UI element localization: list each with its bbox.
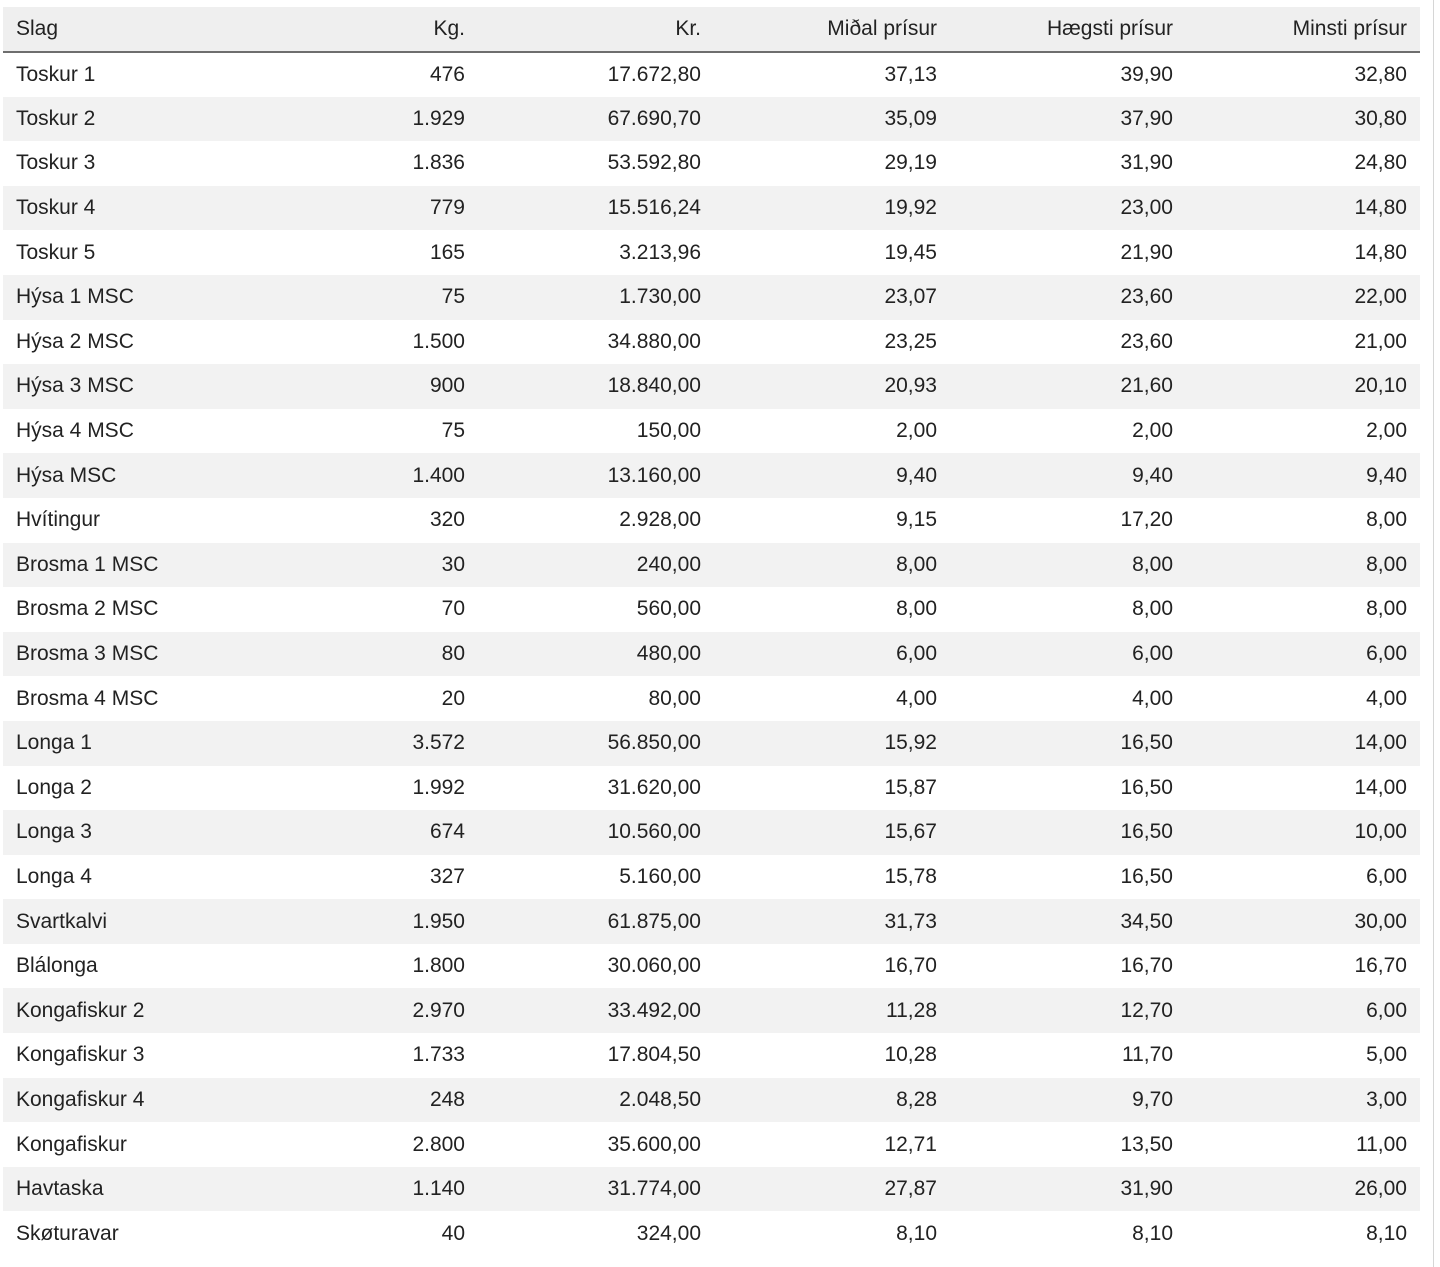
header-kr: Kr.	[478, 7, 714, 52]
average-price-cell: 15,92	[884, 731, 937, 755]
lowest-price-cell: 8,00	[1366, 597, 1407, 621]
kr-cell: 2.048,50	[619, 1087, 701, 1111]
table-row	[3, 1211, 1420, 1256]
kr-cell: 3.213,96	[619, 240, 701, 264]
table-row	[3, 587, 1420, 632]
kg-cell: 1.500	[412, 329, 465, 353]
kr-cell: 35.600,00	[607, 1132, 701, 1156]
kg-cell: 30	[441, 552, 465, 576]
average-price-cell: 8,10	[896, 1221, 937, 1245]
kr-cell: 80,00	[648, 686, 701, 710]
kr-cell: 560,00	[636, 597, 701, 621]
price-table-container	[3, 7, 1420, 1256]
kr-cell: 18.840,00	[607, 374, 701, 398]
kr-cell: 324,00	[636, 1221, 701, 1245]
kr-cell: 17.804,50	[607, 1043, 701, 1067]
average-price-cell: 23,25	[884, 329, 937, 353]
kg-cell: 2.970	[412, 998, 465, 1022]
species-cell: Hýsa 2 MSC	[16, 329, 134, 353]
species-cell: Hýsa 4 MSC	[16, 419, 134, 443]
species-cell: Longa 2	[16, 775, 92, 799]
table-row	[3, 453, 1420, 498]
table-row	[3, 186, 1420, 231]
kg-cell: 1.140	[412, 1177, 465, 1201]
table-row	[3, 1122, 1420, 1167]
kr-cell: 15.516,24	[607, 196, 701, 220]
kg-cell: 1.950	[412, 909, 465, 933]
kr-cell: 67.690,70	[607, 106, 701, 130]
kg-cell: 75	[441, 419, 465, 443]
average-price-cell: 9,40	[896, 463, 937, 487]
kg-cell: 40	[441, 1221, 465, 1245]
highest-price-cell: 16,70	[1120, 954, 1173, 978]
species-cell: Skøturavar	[16, 1221, 119, 1245]
species-cell: Brosma 3 MSC	[16, 642, 159, 666]
kr-cell: 1.730,00	[619, 285, 701, 309]
kr-cell: 31.774,00	[607, 1177, 701, 1201]
price-table	[3, 7, 1420, 1256]
table-row	[3, 766, 1420, 811]
highest-price-cell: 16,50	[1120, 820, 1173, 844]
highest-price-cell: 6,00	[1132, 642, 1173, 666]
kg-cell: 3.572	[412, 731, 465, 755]
lowest-price-cell: 22,00	[1354, 285, 1407, 309]
species-cell: Toskur 5	[16, 240, 96, 264]
species-cell: Toskur 3	[16, 151, 96, 175]
kg-cell: 476	[429, 62, 465, 86]
table-row	[3, 632, 1420, 677]
lowest-price-cell: 20,10	[1354, 374, 1407, 398]
table-row	[3, 676, 1420, 721]
table-row	[3, 1033, 1420, 1078]
species-cell: Hvítingur	[16, 508, 101, 532]
table-row	[3, 855, 1420, 900]
table-row	[3, 988, 1420, 1033]
average-price-cell: 20,93	[884, 374, 937, 398]
species-cell: Blálonga	[16, 954, 98, 978]
lowest-price-cell: 8,00	[1366, 552, 1407, 576]
average-price-cell: 15,78	[884, 864, 937, 888]
species-cell: Toskur 1	[16, 62, 96, 86]
table-row	[3, 944, 1420, 989]
lowest-price-cell: 14,00	[1354, 731, 1407, 755]
highest-price-cell: 16,50	[1120, 775, 1173, 799]
species-cell: Hýsa MSC	[16, 463, 117, 487]
species-cell: Toskur 4	[16, 196, 96, 220]
header-lowest-price: Minsti prísur	[1186, 7, 1420, 52]
lowest-price-cell: 21,00	[1354, 329, 1407, 353]
average-price-cell: 8,00	[896, 552, 937, 576]
lowest-price-cell: 30,80	[1354, 106, 1407, 130]
kr-cell: 30.060,00	[607, 954, 701, 978]
kg-cell: 165	[429, 240, 465, 264]
species-cell: Svartkalvi	[16, 909, 108, 933]
lowest-price-cell: 26,00	[1354, 1177, 1407, 1201]
average-price-cell: 16,70	[884, 954, 937, 978]
highest-price-cell: 23,00	[1120, 196, 1173, 220]
highest-price-cell: 16,50	[1120, 731, 1173, 755]
kr-cell: 2.928,00	[619, 508, 701, 532]
lowest-price-cell: 9,40	[1366, 463, 1407, 487]
table-row	[3, 275, 1420, 320]
table-row	[3, 721, 1420, 766]
kg-cell: 320	[429, 508, 465, 532]
table-row	[3, 409, 1420, 454]
kr-cell: 13.160,00	[607, 463, 701, 487]
kr-cell: 56.850,00	[607, 731, 701, 755]
species-cell: Kongafiskur 2	[16, 998, 145, 1022]
header-highest-price: Hægsti prísur	[950, 7, 1186, 52]
kr-cell: 480,00	[636, 642, 701, 666]
average-price-cell: 29,19	[884, 151, 937, 175]
kg-cell: 1.836	[412, 151, 465, 175]
table-body	[3, 52, 1420, 1256]
kr-cell: 5.160,00	[619, 864, 701, 888]
header-kg: Kg.	[242, 7, 478, 52]
species-cell: Brosma 1 MSC	[16, 552, 159, 576]
highest-price-cell: 37,90	[1120, 106, 1173, 130]
species-cell: Kongafiskur 3	[16, 1043, 145, 1067]
table-row	[3, 498, 1420, 543]
header-species: Slag	[3, 7, 242, 52]
table-row	[3, 97, 1420, 142]
lowest-price-cell: 14,80	[1354, 240, 1407, 264]
average-price-cell: 12,71	[884, 1132, 937, 1156]
kg-cell: 20	[441, 686, 465, 710]
table-row	[3, 1078, 1420, 1123]
table-row	[3, 810, 1420, 855]
header-average-price: Miðal prísur	[714, 7, 950, 52]
lowest-price-cell: 24,80	[1354, 151, 1407, 175]
kg-cell: 248	[429, 1087, 465, 1111]
kg-cell: 2.800	[412, 1132, 465, 1156]
table-row	[3, 1167, 1420, 1212]
kg-cell: 1.992	[412, 775, 465, 799]
highest-price-cell: 31,90	[1120, 1177, 1173, 1201]
lowest-price-cell: 4,00	[1366, 686, 1407, 710]
kg-cell: 1.733	[412, 1043, 465, 1067]
average-price-cell: 6,00	[896, 642, 937, 666]
kg-cell: 75	[441, 285, 465, 309]
table-row	[3, 364, 1420, 409]
highest-price-cell: 11,70	[1122, 1043, 1173, 1067]
highest-price-cell: 4,00	[1132, 686, 1173, 710]
table-row	[3, 52, 1420, 97]
average-price-cell: 35,09	[884, 106, 937, 130]
species-cell: Havtaska	[16, 1177, 104, 1201]
highest-price-cell: 23,60	[1120, 285, 1173, 309]
lowest-price-cell: 14,80	[1354, 196, 1407, 220]
highest-price-cell: 21,90	[1120, 240, 1173, 264]
average-price-cell: 11,28	[886, 998, 937, 1022]
highest-price-cell: 12,70	[1120, 998, 1173, 1022]
kr-cell: 53.592,80	[607, 151, 701, 175]
lowest-price-cell: 2,00	[1366, 419, 1407, 443]
lowest-price-cell: 6,00	[1366, 642, 1407, 666]
lowest-price-cell: 30,00	[1354, 909, 1407, 933]
species-cell: Kongafiskur	[16, 1132, 127, 1156]
highest-price-cell: 34,50	[1120, 909, 1173, 933]
species-cell: Longa 4	[16, 864, 92, 888]
average-price-cell: 2,00	[896, 419, 937, 443]
lowest-price-cell: 5,00	[1366, 1043, 1407, 1067]
highest-price-cell: 8,10	[1132, 1221, 1173, 1245]
average-price-cell: 37,13	[884, 62, 937, 86]
lowest-price-cell: 8,10	[1366, 1221, 1407, 1245]
table-row	[3, 899, 1420, 944]
kg-cell: 1.929	[412, 106, 465, 130]
species-cell: Brosma 4 MSC	[16, 686, 159, 710]
highest-price-cell: 2,00	[1132, 419, 1173, 443]
species-cell: Longa 1	[16, 731, 92, 755]
species-cell: Brosma 2 MSC	[16, 597, 159, 621]
species-cell: Toskur 2	[16, 106, 96, 130]
average-price-cell: 23,07	[884, 285, 937, 309]
species-cell: Hýsa 1 MSC	[16, 285, 134, 309]
lowest-price-cell: 6,00	[1366, 998, 1407, 1022]
lowest-price-cell: 14,00	[1354, 775, 1407, 799]
kr-cell: 17.672,80	[607, 62, 701, 86]
right-border	[1433, 0, 1434, 1267]
highest-price-cell: 8,00	[1132, 597, 1173, 621]
highest-price-cell: 31,90	[1120, 151, 1173, 175]
table-row	[3, 320, 1420, 365]
average-price-cell: 10,28	[884, 1043, 937, 1067]
average-price-cell: 4,00	[896, 686, 937, 710]
species-cell: Hýsa 3 MSC	[16, 374, 134, 398]
lowest-price-cell: 32,80	[1354, 62, 1407, 86]
species-cell: Longa 3	[16, 820, 92, 844]
kr-cell: 240,00	[636, 552, 701, 576]
highest-price-cell: 16,50	[1120, 864, 1173, 888]
average-price-cell: 27,87	[884, 1177, 937, 1201]
table-header	[3, 7, 1420, 52]
kr-cell: 61.875,00	[607, 909, 701, 933]
lowest-price-cell: 3,00	[1366, 1087, 1407, 1111]
kg-cell: 70	[441, 597, 465, 621]
average-price-cell: 8,00	[896, 597, 937, 621]
highest-price-cell: 23,60	[1120, 329, 1173, 353]
highest-price-cell: 9,40	[1132, 463, 1173, 487]
average-price-cell: 9,15	[896, 508, 937, 532]
kg-cell: 1.800	[412, 954, 465, 978]
kg-cell: 80	[441, 642, 465, 666]
average-price-cell: 19,45	[884, 240, 937, 264]
average-price-cell: 8,28	[896, 1087, 937, 1111]
kr-cell: 10.560,00	[607, 820, 701, 844]
kr-cell: 34.880,00	[607, 329, 701, 353]
table-row	[3, 141, 1420, 186]
average-price-cell: 19,92	[884, 196, 937, 220]
kg-cell: 900	[429, 374, 465, 398]
lowest-price-cell: 11,00	[1356, 1132, 1407, 1156]
average-price-cell: 31,73	[884, 909, 937, 933]
kr-cell: 33.492,00	[607, 998, 701, 1022]
species-cell: Kongafiskur 4	[16, 1087, 145, 1111]
average-price-cell: 15,67	[884, 820, 937, 844]
highest-price-cell: 21,60	[1120, 374, 1173, 398]
highest-price-cell: 13,50	[1120, 1132, 1173, 1156]
highest-price-cell: 39,90	[1120, 62, 1173, 86]
kr-cell: 150,00	[636, 419, 701, 443]
lowest-price-cell: 16,70	[1354, 954, 1407, 978]
header-row	[3, 7, 1420, 52]
kg-cell: 1.400	[412, 463, 465, 487]
kg-cell: 327	[429, 864, 465, 888]
highest-price-cell: 8,00	[1132, 552, 1173, 576]
average-price-cell: 15,87	[884, 775, 937, 799]
highest-price-cell: 9,70	[1132, 1087, 1173, 1111]
lowest-price-cell: 6,00	[1366, 864, 1407, 888]
table-row	[3, 230, 1420, 275]
highest-price-cell: 17,20	[1120, 508, 1173, 532]
kg-cell: 779	[429, 196, 465, 220]
lowest-price-cell: 8,00	[1366, 508, 1407, 532]
lowest-price-cell: 10,00	[1354, 820, 1407, 844]
kr-cell: 31.620,00	[607, 775, 701, 799]
table-row	[3, 543, 1420, 588]
kg-cell: 674	[429, 820, 465, 844]
